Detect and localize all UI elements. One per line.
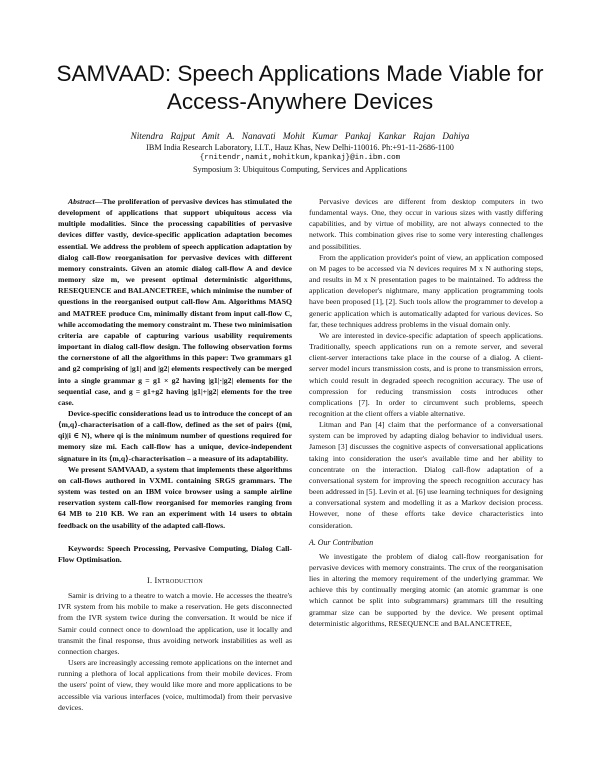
body-paragraph-1: Pervasive devices are different from desktop computers in two fundamental ways. One, they occur in various sizes with vastly differing capabilities, and by virtue of mobility, are not always connected to the network. This combination gives rise to some very interesting challenges and possibilities. xyxy=(309,197,543,251)
author-list: Nitendra Rajput Amit A. Nanavati Mohit Kumar Pankaj Kankar Rajan Dahiya xyxy=(130,131,470,141)
keywords: Keywords: Speech Processing, Pervasive Computing, Dialog Call-Flow Optimisation. xyxy=(58,543,292,564)
symposium-line: Symposium 3: Ubiquitous Computing, Services and Applications xyxy=(192,165,407,174)
left-column xyxy=(58,196,292,713)
affiliation: IBM India Research Laboratory, I.I.T., Hauz Khas, New Delhi-110016. Ph:+91-11-2686-1100 xyxy=(146,143,454,152)
author-emails: {rnitendr,namit,mohitkum,kpankaj}@in.ibm.com xyxy=(199,154,401,162)
subsection-heading-contribution: A. Our Contribution xyxy=(309,537,374,547)
body-paragraph-3: We are interested in device-specific adaptation of speech applications. Traditionally, speech applications run on a remote server, and several client-server interactions take place in the course of a dialog. A client-server model incurs transmission costs, and is prone to transmission errors, which could result in degraded speech recognition accuracy. The use of compression for reducing transmission costs introduces other complications [7]. In order to circumvent such problems, speech recognition at the client offers a viable alternative. xyxy=(309,330,543,418)
title-line-2: Access-Anywhere Devices xyxy=(166,89,434,114)
section-heading-introduction: I. Introduction xyxy=(147,576,203,585)
right-column xyxy=(309,196,543,629)
body-paragraph-2: From the application provider's point of view, an application composed on M pages to be accessed via N devices requires M x N authoring steps, and results in M x N presentation pages to be maintained. To address the application developer's nightmare, many application programming tools have been proposed [1], [2]. Such tools allow the programmer to develop a generic application which is automatically adapted for various devices. So far, these techniques address problems in the visual domain only. xyxy=(309,252,543,329)
abstract-lead: Abstract xyxy=(68,197,95,206)
abstract-paragraph-2: Device-specific considerations lead us to introduce the concept of an ⟨m,q⟩-characterisation of a call-flow, defined as the set of pairs {(mi, qi)|i ∈ N}, where qi is the minimum number of questions required for memory size mi. Each call-flow has a unique, device-independent signature in its ⟨m,q⟩-characterisation – a measure of its adaptability. xyxy=(58,408,292,463)
abstract-paragraph-1: Abstract—The proliferation of pervasive devices has stimulated the development of applications that support ubiquitous access via multiple modalities. Since the processing capabilities of pervasive devices differ vastly, device-specific application adaptation becomes essential. We address the problem of speech application adaptation by dialog call-flow reorganisation for pervasive devices with different memory constraints. Given an atomic dialog call-flow A and device memory size m, we present optimal deterministic algorithms, RESEQUENCE and BALANCETREE, which minimise the number of questions in the reorganised output call-flow Am. Algorithms MASQ and MATREE produce Cm, minimally distant from input call-flow C, while accomodating the memory constraint m. These two minimisation criteria are capable of capturing various usability requirements important in dialog call-flow design. The following observation forms the cornerstone of all the algorithms in this paper: Two grammars g1 and g2 comprising of |g1| and |g2| elements respectively can be merged into a single grammar g = g1 × g2 having |g1|·|g2| elements for the sequential case, and g = g1+g2 having |g1|+|g2| elements for the tree case. xyxy=(58,197,292,407)
abstract xyxy=(58,196,292,531)
intro-paragraph-2: Users are increasingly accessing remote applications on the internet and running a plethora of local applications from their mobile devices. From the users' point of view, they would like more and more applications to be accessible via various interfaces (voice, multimodal) from their pervasive devices. xyxy=(58,658,292,712)
title-line-1: SAMVAAD: Speech Applications Made Viable for xyxy=(56,61,544,86)
abstract-paragraph-3: We present SAMVAAD, a system that implements these algorithms on call-flows authored in VXML containing SRGS grammars. The system was tested on an IBM voice browser using a sample airline reservation system call-flow reorganised for memories ranging from 64 MB to 210 KB. We ran an experiment with 14 users to obtain feedback on the usability of the adapted call-flows. xyxy=(58,464,292,530)
intro-paragraph-1: Samir is driving to a theatre to watch a movie. He accesses the theatre's IVR system from his mobile to make a reservation. He gets disconnected from the IVR system twice during the conversation. It would be nice if Samir could connect once to download the application, use it locally and transmit the final response, thus avoiding network instabilities as well as connection charges. xyxy=(58,591,292,656)
body-paragraph-4: Litman and Pan [4] claim that the performance of a conversational system can be improved by adapting dialog behavior to individual users. Jameson [3] discusses the cognitive aspects of conversational applications taking into consideration the user's available time and her ability to concentrate on the interaction. Dialog call-flow adaptation of a conversational system for improving the speech recognition accuracy has been addressed in [5]. Levin et al. [6] use learning techniques for designing a conversational system and modelling it as a Markov decision process. However, none of these efforts take device characteristics into consideration. xyxy=(309,420,543,530)
paper-title xyxy=(40,60,560,116)
body-paragraph-5: We investigate the problem of dialog call-flow reorganisation for pervasive devices with memory constraints. The crux of the reorganisation lies in altering the memory requirement of the underlying grammar. We achieve this by continually merging atomic (an atomic grammar is one which cannot be split into subgrammars) grammars till the resulting grammar size can be supported by the device. We present optimal deterministic algorithms, RESEQUENCE and BALANCETREE, xyxy=(309,551,543,628)
